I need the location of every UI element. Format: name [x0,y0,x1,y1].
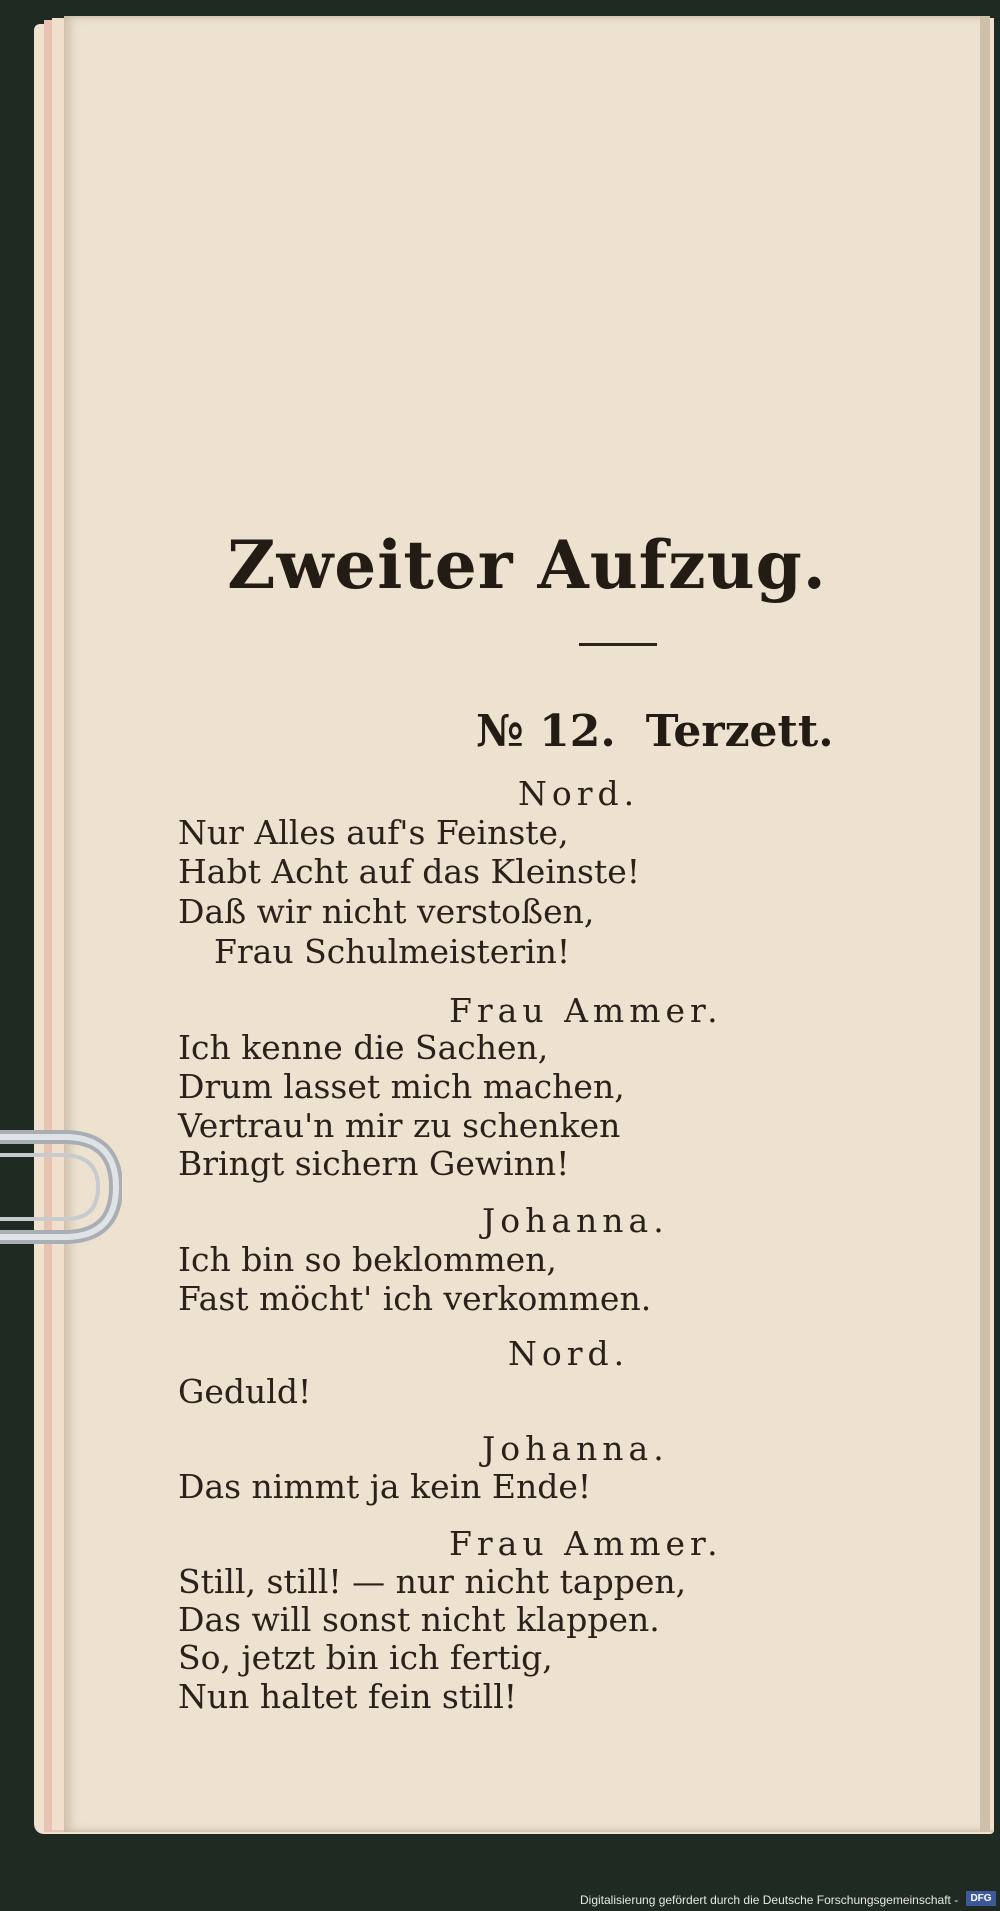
verse-line: Fast möcht' ich verkommen. [178,1279,652,1318]
verse-line: Nur Alles auf's Feinste, [178,813,569,852]
verse-line: Geduld! [178,1372,312,1411]
verse-line: Ich bin so beklommen, [178,1240,557,1279]
verse-line: Nun haltet fein still! [178,1677,518,1716]
verse-line: Vertrau'n mir zu schenken [178,1106,621,1145]
speaker-name: Nord. [518,774,640,813]
act-title: Zweiter Aufzug. [227,526,827,604]
verse-line: Das will sonst nicht klappen. [178,1600,660,1639]
verse-line: Daß wir nicht verstoßen, [178,892,595,931]
verse-line: Bringt sichern Gewinn! [178,1144,570,1183]
number-label: № 12. [476,706,616,757]
verse-line: So, jetzt bin ich fertig, [178,1638,553,1677]
speaker-name: Johanna. [482,1201,669,1240]
verse-line: Frau Schulmeisterin! [214,932,571,971]
paper-clip-icon [0,1125,122,1251]
verse-line: Ich kenne die Sachen, [178,1028,549,1067]
speaker-name: Nord. [508,1334,630,1373]
number-type: Terzett. [645,706,834,757]
dfg-logo: DFG [966,1891,996,1906]
page-gutter [980,16,990,1832]
number-heading [476,706,864,757]
verse-line: Habt Acht auf das Kleinste! [178,852,641,891]
verse-line: Das nimmt ja kein Ende! [178,1467,592,1506]
digitization-credit: Digitalisierung gefördert durch die Deutsche Forschungsgemeinschaft - [580,1893,959,1907]
speaker-name: Frau Ammer. [449,1524,723,1563]
title-divider [579,643,657,646]
verse-line: Still, still! — nur nicht tappen, [178,1562,687,1601]
book-page [64,16,990,1832]
speaker-name: Frau Ammer. [449,991,723,1030]
verse-line: Drum lasset mich machen, [178,1067,625,1106]
speaker-name: Johanna. [482,1429,669,1468]
